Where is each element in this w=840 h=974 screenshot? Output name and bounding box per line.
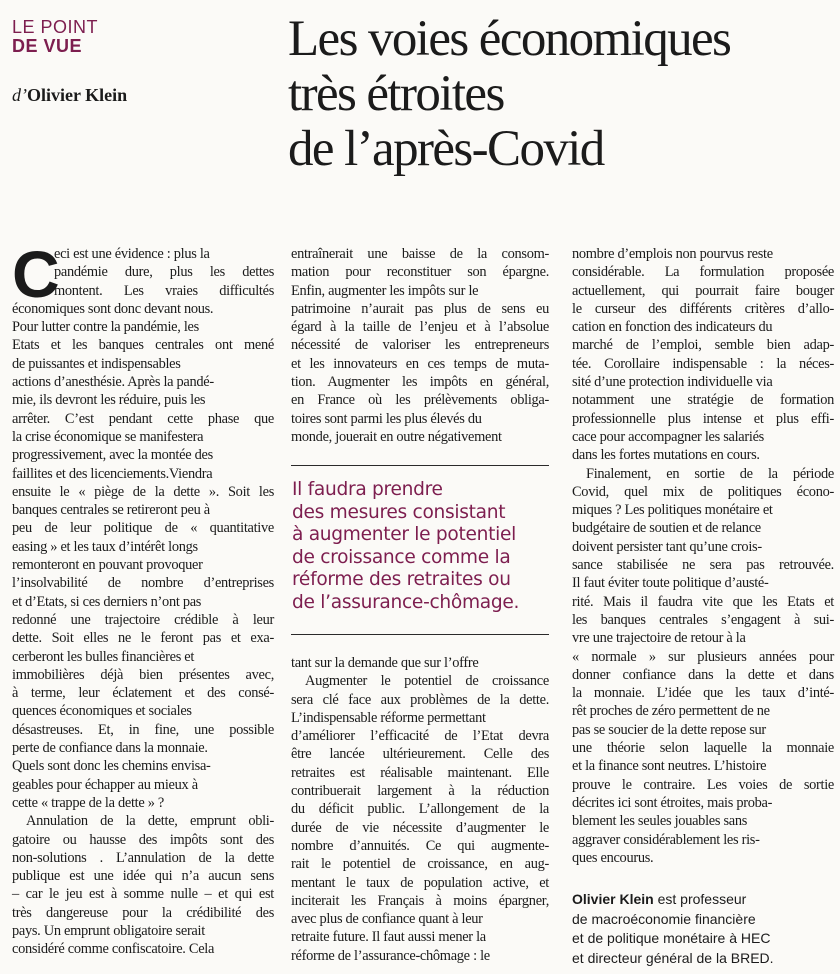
pullquote-line: réforme des retraites ou	[292, 569, 511, 591]
text-line: monde, jouerait en outre négativement	[291, 428, 502, 445]
text-line: avec plus de confiance quant à leur	[291, 911, 483, 928]
author-bio	[572, 890, 834, 968]
text-line: patrimoine n’aurait pas plus de sens eu	[291, 300, 549, 317]
text-line: pas se soucier de la dette repose sur	[572, 721, 766, 738]
text-line: retraite future. Il faut aussi mener la	[291, 929, 486, 946]
text-line: – car le jeu est à somme nulle – et qui est	[12, 886, 274, 903]
text-line: dans les fortes mutations en cours.	[572, 447, 760, 464]
article-column-3	[572, 245, 834, 867]
headline-line: Les voies économiques	[288, 11, 731, 67]
text-line: la crise économique se manifestera	[12, 428, 204, 445]
text-line: marché de l’emploi, semble bien adap-	[572, 337, 834, 354]
text-line: L’indispensable réforme permettant	[291, 709, 486, 726]
pullquote-line: Il faudra prendre	[292, 479, 443, 500]
text-line: Annulation de la dette, emprunt obli-	[26, 813, 274, 830]
text-line: entraînerait une baisse de la consom-	[291, 246, 549, 262]
text-line: à terme, leur éclatement et des consé-	[12, 685, 274, 702]
text-line: cace pour accompagner les salariés	[572, 428, 764, 445]
pullquote-line: à augmenter le potentiel	[292, 524, 516, 546]
text-line: et les innovateurs en ces temps de muta-	[291, 355, 549, 372]
text-line: rité. Mais il faudra vite que les Etats et	[572, 593, 834, 610]
text-line: de puissantes et indispensables	[12, 355, 181, 372]
text-line: montent. Les vraies difficultés	[54, 282, 274, 299]
byline-author: Olivier Klein	[27, 85, 128, 105]
pullquote	[292, 479, 550, 615]
text-line: inciterait les Français à moins épargner,	[291, 892, 549, 909]
text-line: gatoire ou hausse des impôts sont des	[12, 831, 274, 848]
pullquote-line: de croissance comme la	[292, 546, 511, 568]
text-line: perte de confiance dans la monnaie.	[12, 740, 208, 757]
article-column-1	[12, 237, 274, 959]
text-line: « normale » sur plusieurs années pour	[572, 648, 834, 665]
pullquote-rule-top	[291, 465, 549, 466]
text-line: immobilières déjà bien présentes avec,	[12, 666, 274, 683]
text-line: prouve le contraire. Les voies de sortie	[572, 776, 834, 793]
text-line: arrêter. C’est pendant cette phase que	[12, 410, 274, 427]
text-line: vre une trajectoire de retour à la	[572, 630, 746, 647]
text-line: progressivement, avec la montée des	[12, 447, 213, 464]
text-line: en France où les prélèvements obliga-	[291, 392, 549, 409]
text-line: Enfin, augmenter les impôts sur le	[291, 282, 479, 299]
text-line: Finalement, en sortie de la période	[586, 465, 834, 482]
bio-text: et directeur général de la BRED.	[572, 949, 774, 966]
kicker-line-1: LE POINT	[12, 17, 99, 37]
text-line: budgétaire de soutien et de relance	[572, 520, 761, 537]
text-line: l’insolvabilité de nombre d’entreprises	[12, 575, 274, 592]
text-line: cation en fonction des indicateurs du	[572, 319, 773, 336]
bio-text: et de politique monétaire à HEC	[572, 930, 771, 946]
text-line: nombre d’emplois non pourvus reste	[572, 246, 773, 262]
text-line: sité d’une protection individuelle via	[572, 374, 773, 391]
text-line: actions d’anesthésie. Après la pandé-	[12, 374, 214, 391]
text-line: économiques sont donc devant nous.	[12, 300, 214, 317]
text-line: banques centrales se retireront peu à	[12, 502, 210, 519]
byline-prefix: d’	[12, 85, 27, 105]
headline	[288, 12, 833, 177]
text-line: cette « trappe de la dette » ?	[12, 794, 165, 811]
text-line: durée de vie nécessite d’augmenter le	[291, 819, 549, 836]
text-line: contribuerait largement à la réduction	[291, 783, 549, 800]
text-line: ensuite le « piège de la dette ». Soit les	[12, 483, 274, 500]
text-line: considéré comme confiscatoire. Cela	[12, 941, 215, 958]
text-line: Pour lutter contre la pandémie, les	[12, 319, 199, 336]
text-line: non-solutions . L’annulation de la dette	[12, 849, 274, 866]
text-line: tée. Corollaire indispensable : la néces-	[572, 355, 834, 372]
text-line: désastreuses. Et, in fine, une possible	[12, 721, 274, 738]
text-line: pays. Un emprunt obligatoire serait	[12, 922, 205, 939]
text-line: être lancée ultérieurement. Celle des	[291, 746, 549, 763]
text-line: et la finance sont neutres. L’histoire	[572, 758, 767, 775]
text-line: Augmenter le potentiel de croissance	[305, 673, 549, 690]
text-line: tant sur la demande que sur l’offre	[291, 655, 479, 671]
text-line: sance stabilisée ne sera pas retrouvée.	[572, 557, 834, 574]
text-line: une théorie selon laquelle la monnaie	[572, 740, 834, 757]
bio-name: Olivier Klein	[572, 891, 654, 907]
text-line: mation pour reconstituer son épargne.	[291, 264, 549, 281]
headline-line: très étroites	[288, 66, 504, 122]
text-line: eci est une évidence : plus la	[54, 246, 210, 262]
text-line: remonteront en pouvant provoquer	[12, 557, 203, 574]
text-line: easing » et les taux d’intérêt longs	[12, 538, 198, 555]
text-line: d’améliorer l’efficacité de l’Etat devra	[291, 728, 549, 745]
text-line: geables pour échapper au mieux à	[12, 776, 198, 793]
text-line: aggraver considérablement les ris-	[572, 831, 760, 848]
byline	[12, 85, 127, 106]
text-line: la monnaie. L’idée que les taux d’inté-	[572, 685, 834, 702]
text-line: donner confiance dans la dette et dans	[572, 666, 834, 683]
text-line: nombre d’annuités. Ce qui augmente-	[291, 837, 549, 854]
section-kicker	[12, 18, 98, 56]
text-line: blement les seules jouables sans	[572, 813, 748, 830]
text-line: rêt proches de zéro permettent de ne	[572, 703, 770, 720]
kicker-line-2: DE VUE	[12, 36, 83, 56]
text-line: Covid, quel mix de politiques écono-	[572, 483, 834, 500]
text-line: Etats et les banques centrales ont mené	[12, 337, 274, 354]
text-line: tion. Augmenter les impôts en général,	[291, 374, 549, 391]
text-line: Il faut éviter toute politique d’austé-	[572, 575, 769, 592]
text-line: nécessité de valoriser les entrepreneurs	[291, 337, 549, 354]
text-line: mie, ils devront les réduire, puis les	[12, 392, 206, 409]
text-line: toires sont parmi les plus élevés du	[291, 410, 482, 427]
text-line: publique est une idée qui n’a aucun sens	[12, 868, 274, 885]
pullquote-rule-bottom	[291, 634, 549, 635]
text-line: décrites ici sont étroites, mais proba-	[572, 794, 773, 811]
text-line: actuellement, qui pourrait faire bouger	[572, 282, 834, 299]
text-line: ques encourus.	[572, 849, 654, 866]
text-line: et d’Etats, si ces derniers n’ont pas	[12, 593, 202, 610]
headline-line: de l’après-Covid	[288, 121, 604, 177]
article-column-2-top	[291, 245, 549, 446]
text-line: réforme de l’assurance-chômage : le	[291, 947, 490, 964]
pullquote-line: de l’assurance-chômage.	[292, 591, 520, 613]
text-line: dette. Soit elles ne le feront pas et exa-	[12, 630, 274, 647]
text-line: rait le potentiel de croissance, en aug-	[291, 856, 549, 873]
bio-text: de macroéconomie financière	[572, 910, 756, 927]
text-line: redonné une trajectoire crédible à leur	[12, 611, 274, 628]
article-column-2-bottom	[291, 654, 549, 965]
text-line: mentant le taux de population active, et	[291, 874, 549, 891]
text-line: doivent persister tant qu’une crois-	[572, 538, 762, 555]
text-line: retraites est réalisable maintenant. Elle	[291, 764, 549, 781]
drop-cap: C	[12, 237, 60, 311]
text-line: le curseur des différents critères d’allo-	[572, 300, 834, 317]
text-line: peu de leur politique de « quantitative	[12, 520, 274, 537]
text-line: notamment une stratégie de formation	[572, 392, 834, 409]
text-line: cerberont les bulles financières et	[12, 648, 195, 665]
pullquote-line: des mesures consistant	[292, 501, 506, 523]
text-line: miques ? Les politiques monétaire et	[572, 502, 773, 519]
text-line: très dangereuse pour la crédibilité des	[12, 904, 274, 921]
text-line: les banques centrales s’engagent à sui-	[572, 611, 834, 628]
text-line: considérable. La formulation proposée	[572, 264, 834, 281]
text-line: quences économiques et sociales	[12, 703, 192, 720]
text-line: Quels sont donc les chemins envisa-	[12, 758, 211, 775]
text-line: pandémie dure, plus les dettes	[54, 264, 274, 281]
text-line: professionnelle plus intense et plus effi-	[572, 410, 834, 427]
text-line: du déficit public. L’allongement de la	[291, 801, 549, 818]
text-line: faillites et des licenciements.Viendra	[12, 465, 213, 482]
text-line: égard à la taille de l’enjeu et à l’absolue	[291, 319, 549, 336]
text-line: sera clé face aux problèmes de la dette.	[291, 691, 549, 708]
bio-text: est professeur	[653, 891, 747, 907]
